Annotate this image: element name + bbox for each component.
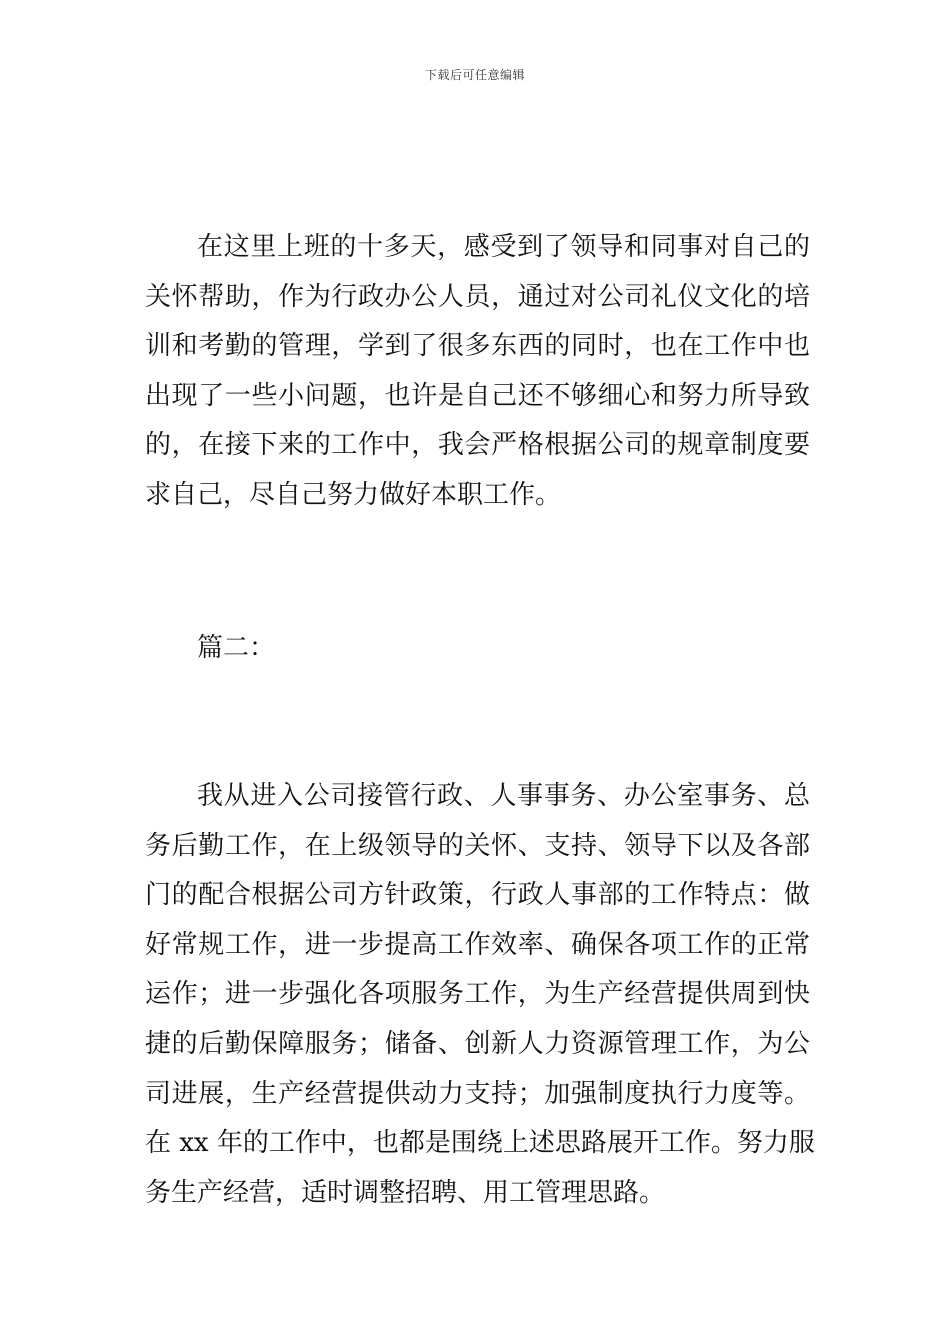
paragraph-1	[145, 223, 810, 521]
paragraph-line: 的，在接下来的工作中，我会严格根据公司的规章制度要	[145, 430, 810, 461]
paragraph-line: 求自己，尽自己努力做好本职工作。	[145, 479, 562, 510]
paragraph-line: 捷的后勤保障服务；储备、创新人力资源管理工作，为公	[145, 1028, 810, 1059]
paragraph-line: 司进展，生产经营提供动力支持；加强制度执行力度等。	[145, 1078, 810, 1109]
paragraph-line: 关怀帮助，作为行政办公人员，通过对公司礼仪文化的培	[145, 281, 810, 312]
header-note: 下载后可任意编辑	[424, 68, 525, 82]
paragraph-2	[145, 772, 815, 1218]
section-heading: 篇二：	[197, 633, 276, 663]
paragraph-line: 运作；进一步强化各项服务工作，为生产经营提供周到快	[145, 979, 810, 1010]
paragraph-line: 在 xx 年的工作中，也都是围绕上述思路展开工作。努力服	[145, 1128, 815, 1159]
paragraph-line: 好常规工作，进一步提高工作效率、确保各项工作的正常	[145, 929, 810, 960]
paragraph-line: 门的配合根据公司方针政策，行政人事部的工作特点：做	[145, 880, 810, 911]
paragraph-line: 训和考勤的管理，学到了很多东西的同时，也在工作中也	[145, 331, 810, 362]
paragraph-line: 务生产经营，适时调整招聘、用工管理思路。	[145, 1177, 666, 1208]
paragraph-line: 我从进入公司接管行政、人事事务、办公室事务、总	[197, 781, 810, 811]
paragraph-line: 出现了一些小问题，也许是自己还不够细心和努力所导致	[145, 380, 810, 411]
paragraph-line: 务后勤工作，在上级领导的关怀、支持、领导下以及各部	[145, 830, 810, 861]
paragraph-line: 在这里上班的十多天，感受到了领导和同事对自己的	[197, 232, 810, 262]
